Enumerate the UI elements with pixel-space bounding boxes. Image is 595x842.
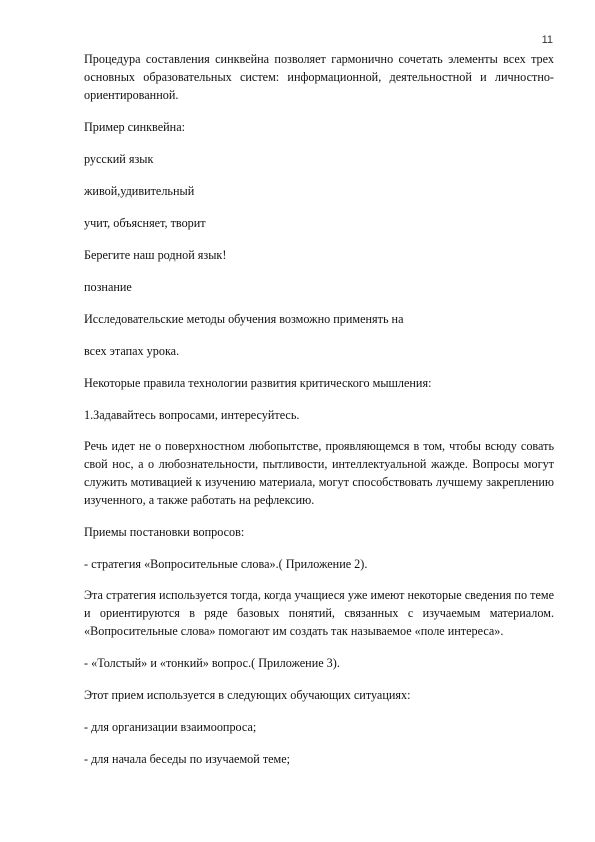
paragraph-thick-thin-question: - «Толстый» и «тонкий» вопрос.( Приложение 3). [84, 656, 340, 670]
paragraph-syncwine-line-3: учит, объясняет, творит [84, 216, 206, 230]
paragraph-rule-1: 1.Задавайтесь вопросами, интересуйтесь. [84, 408, 300, 422]
paragraph-syncwine-line-4: Берегите наш родной язык! [84, 248, 227, 262]
paragraph-question-techniques: Приемы постановки вопросов: [84, 525, 245, 539]
paragraph-conversation-start: - для начала беседы по изучаемой теме; [84, 752, 291, 766]
paragraph-syncwine-line-2: живой,удивительный [84, 184, 195, 198]
paragraph-mutual-questioning: - для организации взаимоопроса; [84, 720, 257, 734]
paragraph-all-stages: всех этапах урока. [84, 344, 180, 358]
document-body [84, 50, 554, 768]
paragraph-research-methods: Исследовательские методы обучения возможно применять на [84, 312, 404, 326]
paragraph-syncwine-line-5: познание [84, 280, 132, 294]
paragraph-intro: Процедура составления синквейна позволяет гармонично сочетать элементы всех трех основных образовательных систем: информационной, деятельностной и личностно-ориентированной. [84, 52, 554, 102]
page-number: 11 [541, 34, 553, 46]
paragraph-example-heading: Пример синквейна: [84, 120, 185, 134]
paragraph-strategy-description: Эта стратегия используется тогда, когда учащиеся уже имеют некоторые сведения по теме и ориентируются в ряде базовых понятий, связанных с изучаемым материалом. «Вопросительные слова» помогают им создать так называемое «поле интереса». [84, 588, 554, 638]
paragraph-situations: Этот прием используется в следующих обучающих ситуациях: [84, 688, 411, 702]
paragraph-curiosity: Речь идет не о поверхностном любопытстве, проявляющемся в том, чтобы всюду совать свой нос, а о любознательности, пытливости, интеллектуальной жажде. Вопросы могут служить мотивацией к изучению материала, могут способствовать лучшему закреплению изученного, а также работать на рефлексию. [84, 439, 554, 507]
paragraph-strategy-question-words: - стратегия «Вопросительные слова».( Приложение 2). [84, 557, 368, 571]
paragraph-rules-heading: Некоторые правила технологии развития критического мышления: [84, 376, 432, 390]
paragraph-syncwine-line-1: русский язык [84, 152, 154, 166]
